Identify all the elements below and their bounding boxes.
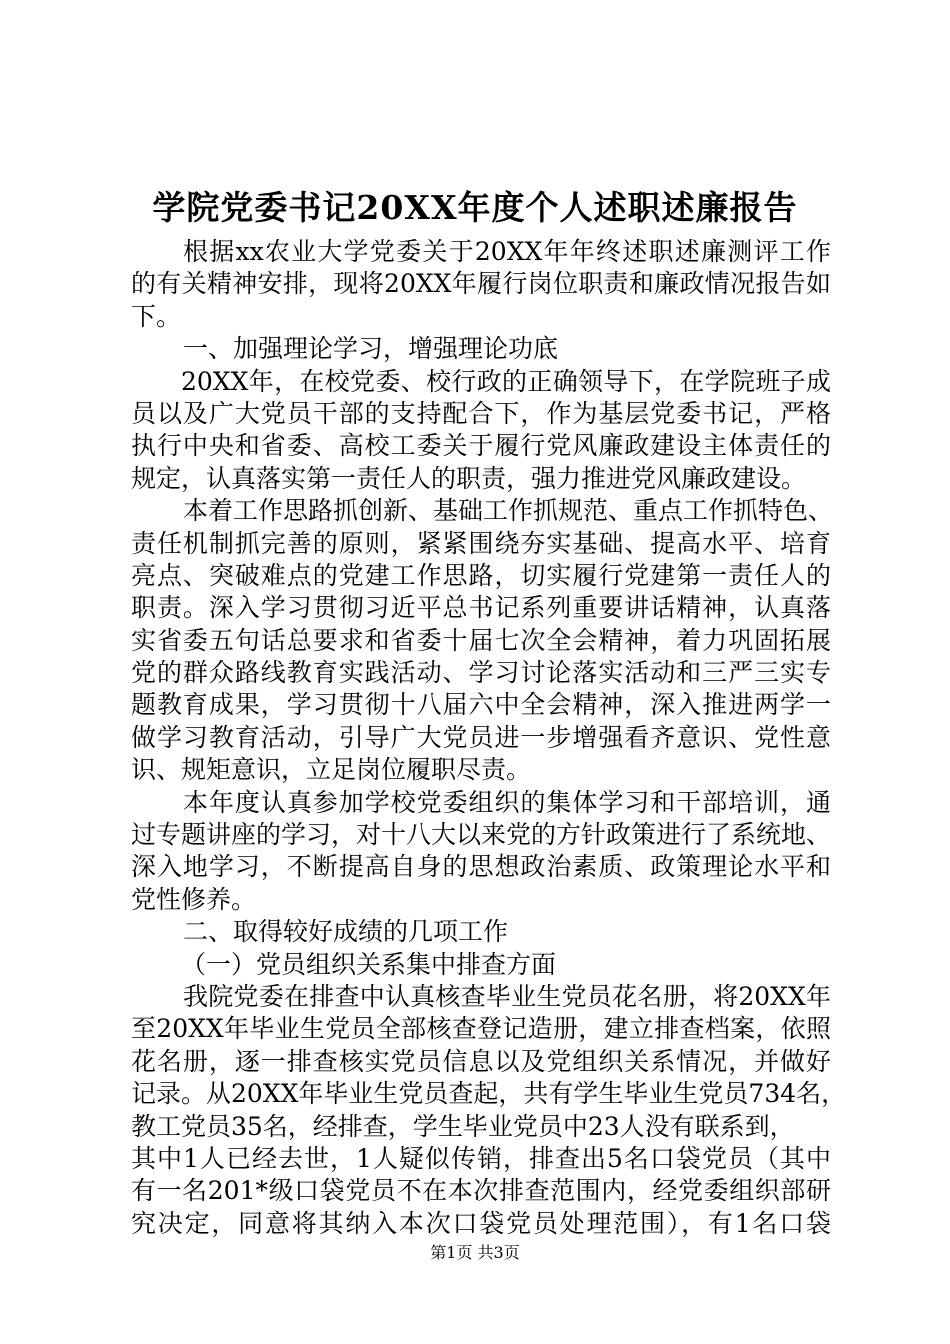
text-line: 花名册，逐一排查核实党员信息以及党组织关系情况，并做好: [131, 1046, 831, 1076]
text-line: 其中1人已经去世，1人疑似传销，排查出5名口袋党员（其中: [131, 1143, 831, 1173]
text-line: 实省委五句话总要求和省委十届七次全会精神，着力巩固拓展: [131, 625, 831, 655]
page-footer: [0, 1242, 950, 1264]
text-line: 有一名201*级口袋党员不在本次排查范围内，经党委组织部研: [131, 1176, 831, 1206]
text-line: 的有关精神安排，现将20XX年履行岗位职责和廉政情况报告如: [131, 269, 831, 299]
text-line: 根据xx农业大学党委关于20XX年年终述职述廉测评工作: [183, 237, 831, 266]
text-line: 至20XX年毕业生党员全部核查登记造册，建立排查档案，依照: [131, 1014, 831, 1044]
text-line: 深入地学习，不断提高自身的思想政治素质、政策理论水平和: [131, 852, 831, 882]
text-line: 亮点、突破难点的党建工作思路，切实履行党建第一责任人的: [131, 560, 831, 590]
text-line: 教工党员35名，经排查，学生毕业党员中23人没有联系到，: [131, 1111, 795, 1141]
text-line: 员以及广大党员干部的支持配合下，作为基层党委书记，严格: [131, 398, 831, 428]
text-line: 责任机制抓完善的原则，紧紧围绕夯实基础、提高水平、培育: [131, 528, 831, 558]
text-line: 做学习教育活动，引导广大党员进一步增强看齐意识、党性意: [131, 722, 831, 752]
text-line: 识、规矩意识，立足岗位履职尽责。: [131, 755, 532, 785]
text-line: 本年度认真参加学校党委组织的集体学习和干部培训，通: [183, 787, 831, 817]
text-line: 本着工作思路抓创新、基础工作抓规范、重点工作抓特色、: [183, 496, 834, 526]
text-line: 规定，认真落实第一责任人的职责，强力推进党风廉政建设。: [131, 463, 807, 493]
text-line: 党性修养。: [131, 884, 257, 914]
text-line: 执行中央和省委、高校工委关于履行党风廉政建设主体责任的: [131, 431, 831, 461]
section-heading: 二、取得较好成绩的几项工作: [183, 917, 509, 947]
section-heading: 一、加强理论学习，增强理论功底: [183, 334, 559, 364]
page-total: 共3页: [477, 1243, 520, 1262]
text-line: 究决定，同意将其纳入本次口袋党员处理范围），有1名口袋: [131, 1208, 831, 1238]
page-number: 第1页: [430, 1243, 473, 1262]
document-title: 学院党委书记20XX年度个人述职述廉报告: [152, 188, 798, 227]
subsection-heading: （一）党员组织关系集中排查方面: [181, 949, 557, 979]
text-line: 过专题讲座的学习，对十八大以来党的方针政策进行了系统地、: [131, 820, 832, 850]
text-line: 题教育成果，学习贯彻十八届六中全会精神，深入推进两学一: [131, 690, 831, 720]
document-body: [131, 236, 847, 1240]
text-line: 20XX年，在校党委、校行政的正确领导下，在学院班子成: [181, 366, 831, 396]
text-line: 记录。从20XX年毕业生党员查起，共有学生毕业生党员734名，: [131, 1079, 847, 1109]
text-line: 职责。深入学习贯彻习近平总书记系列重要讲话精神，认真落: [131, 593, 831, 623]
text-line: 党的群众路线教育实践活动、学习讨论落实活动和三严三实专: [131, 658, 831, 688]
text-line: 我院党委在排查中认真核查毕业生党员花名册，将20XX年: [183, 981, 831, 1011]
text-line: 下。: [131, 301, 182, 331]
